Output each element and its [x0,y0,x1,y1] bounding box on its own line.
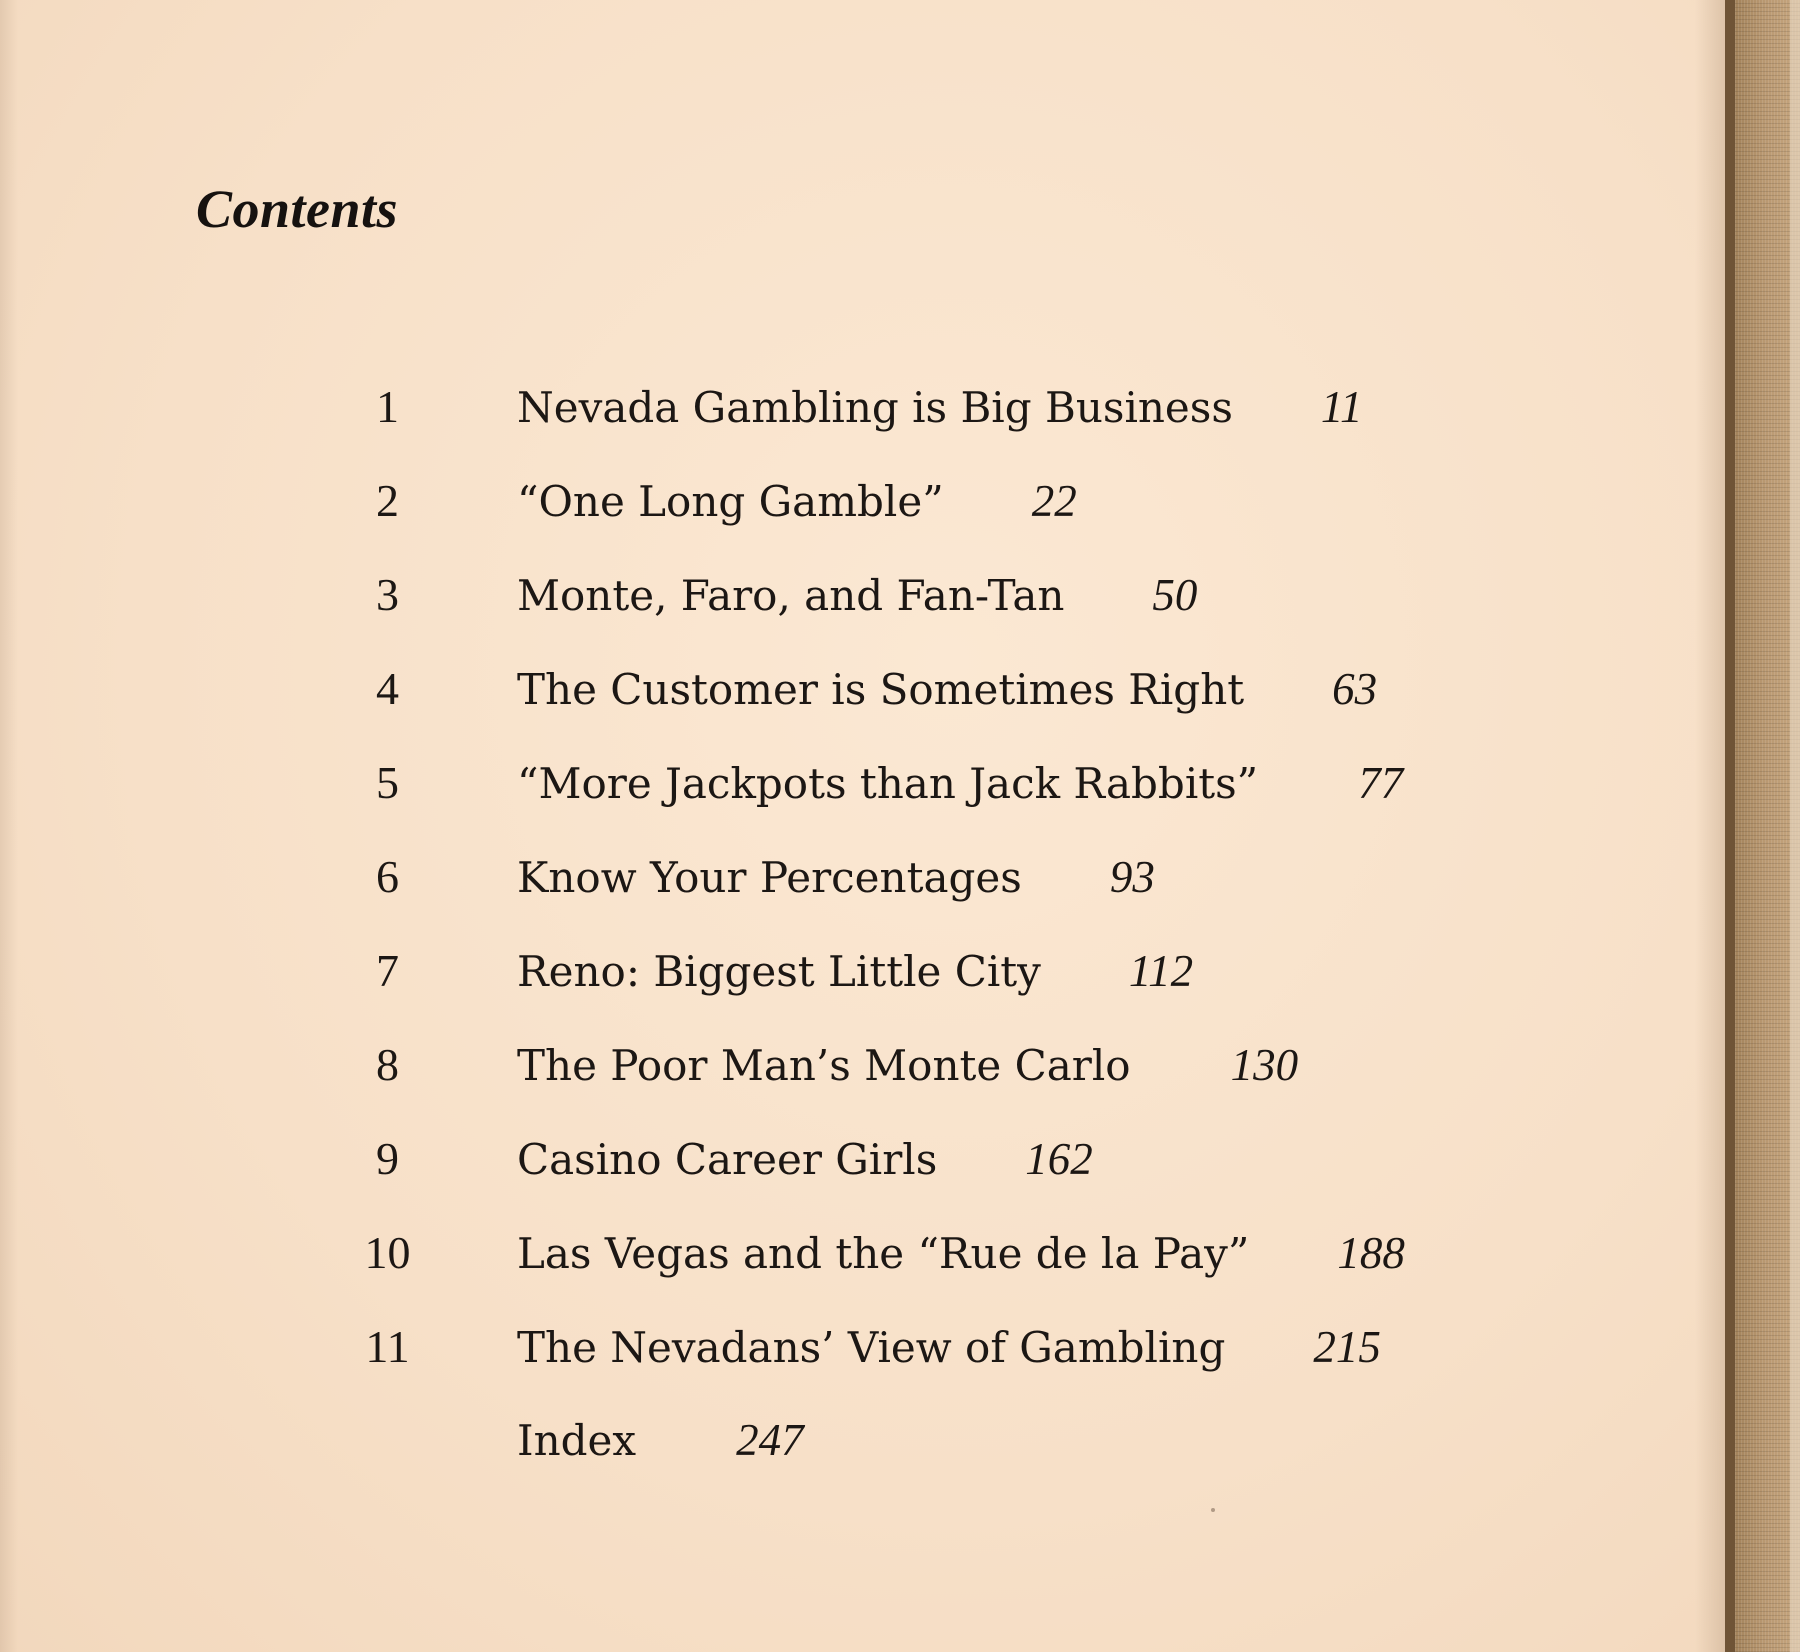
toc-entry-5 [340,756,1540,850]
chapter-number: 4 [376,663,399,714]
page-edge-shading [1695,0,1725,1652]
chapter-title: Las Vegas and the “Rue de la Pay” [517,1229,1250,1278]
chapter-page-number: 11 [1320,382,1363,432]
chapter-number: 2 [376,475,399,526]
toc-entry-6 [340,850,1540,944]
chapter-page-number: 63 [1332,664,1378,714]
page-left-shadow [0,0,18,1652]
binding-fold [1790,0,1800,1652]
toc-entry-4 [340,662,1540,756]
chapter-title: Know Your Percentages [517,853,1022,902]
toc-entry-2 [340,474,1540,568]
chapter-page-number: 130 [1230,1040,1299,1090]
chapter-page-number: 162 [1025,1134,1093,1184]
chapter-title: Casino Career Girls [517,1135,938,1184]
table-of-contents [340,380,1540,1508]
chapter-number: 11 [365,1321,410,1372]
chapter-title: “More Jackpots than Jack Rabbits” [517,759,1259,808]
chapter-page-number: 77 [1358,758,1404,808]
toc-entry-3 [340,568,1540,662]
chapter-number: 1 [376,381,399,432]
chapter-title: Monte, Faro, and Fan-Tan [517,571,1065,620]
chapter-page-number: 112 [1128,946,1194,996]
chapter-number: 3 [376,569,399,620]
contents-heading: Contents [196,179,399,239]
toc-entry-8 [340,1038,1540,1132]
toc-entry-11 [340,1320,1540,1414]
chapter-number: 9 [376,1133,399,1184]
chapter-page-number: 215 [1313,1322,1381,1372]
index-page-number: 247 [736,1415,804,1465]
chapter-number: 10 [364,1227,411,1278]
toc-entry-7 [340,944,1540,1038]
chapter-number: 5 [376,757,399,808]
chapter-number: 6 [376,851,399,902]
toc-entry-1 [340,380,1540,474]
paper-speck [1211,1508,1215,1512]
chapter-page-number: 188 [1337,1228,1405,1278]
chapter-page-number: 93 [1109,852,1155,902]
chapter-title: The Nevadans’ View of Gambling [517,1323,1226,1372]
chapter-number: 7 [376,945,399,996]
chapter-title: Nevada Gambling is Big Business [517,383,1233,432]
toc-entry-index [340,1414,1540,1508]
chapter-title: The Poor Man’s Monte Carlo [517,1041,1131,1090]
toc-entry-9 [340,1132,1540,1226]
index-title: Index [517,1416,637,1465]
chapter-title: The Customer is Sometimes Right [517,665,1245,714]
chapter-number: 8 [376,1039,399,1090]
chapter-page-number: 50 [1152,570,1198,620]
chapter-title: “One Long Gamble” [517,477,944,526]
spine-shadow [1725,0,1735,1652]
chapter-page-number: 22 [1031,476,1077,526]
chapter-title: Reno: Biggest Little City [517,947,1041,996]
toc-entry-10 [340,1226,1540,1320]
